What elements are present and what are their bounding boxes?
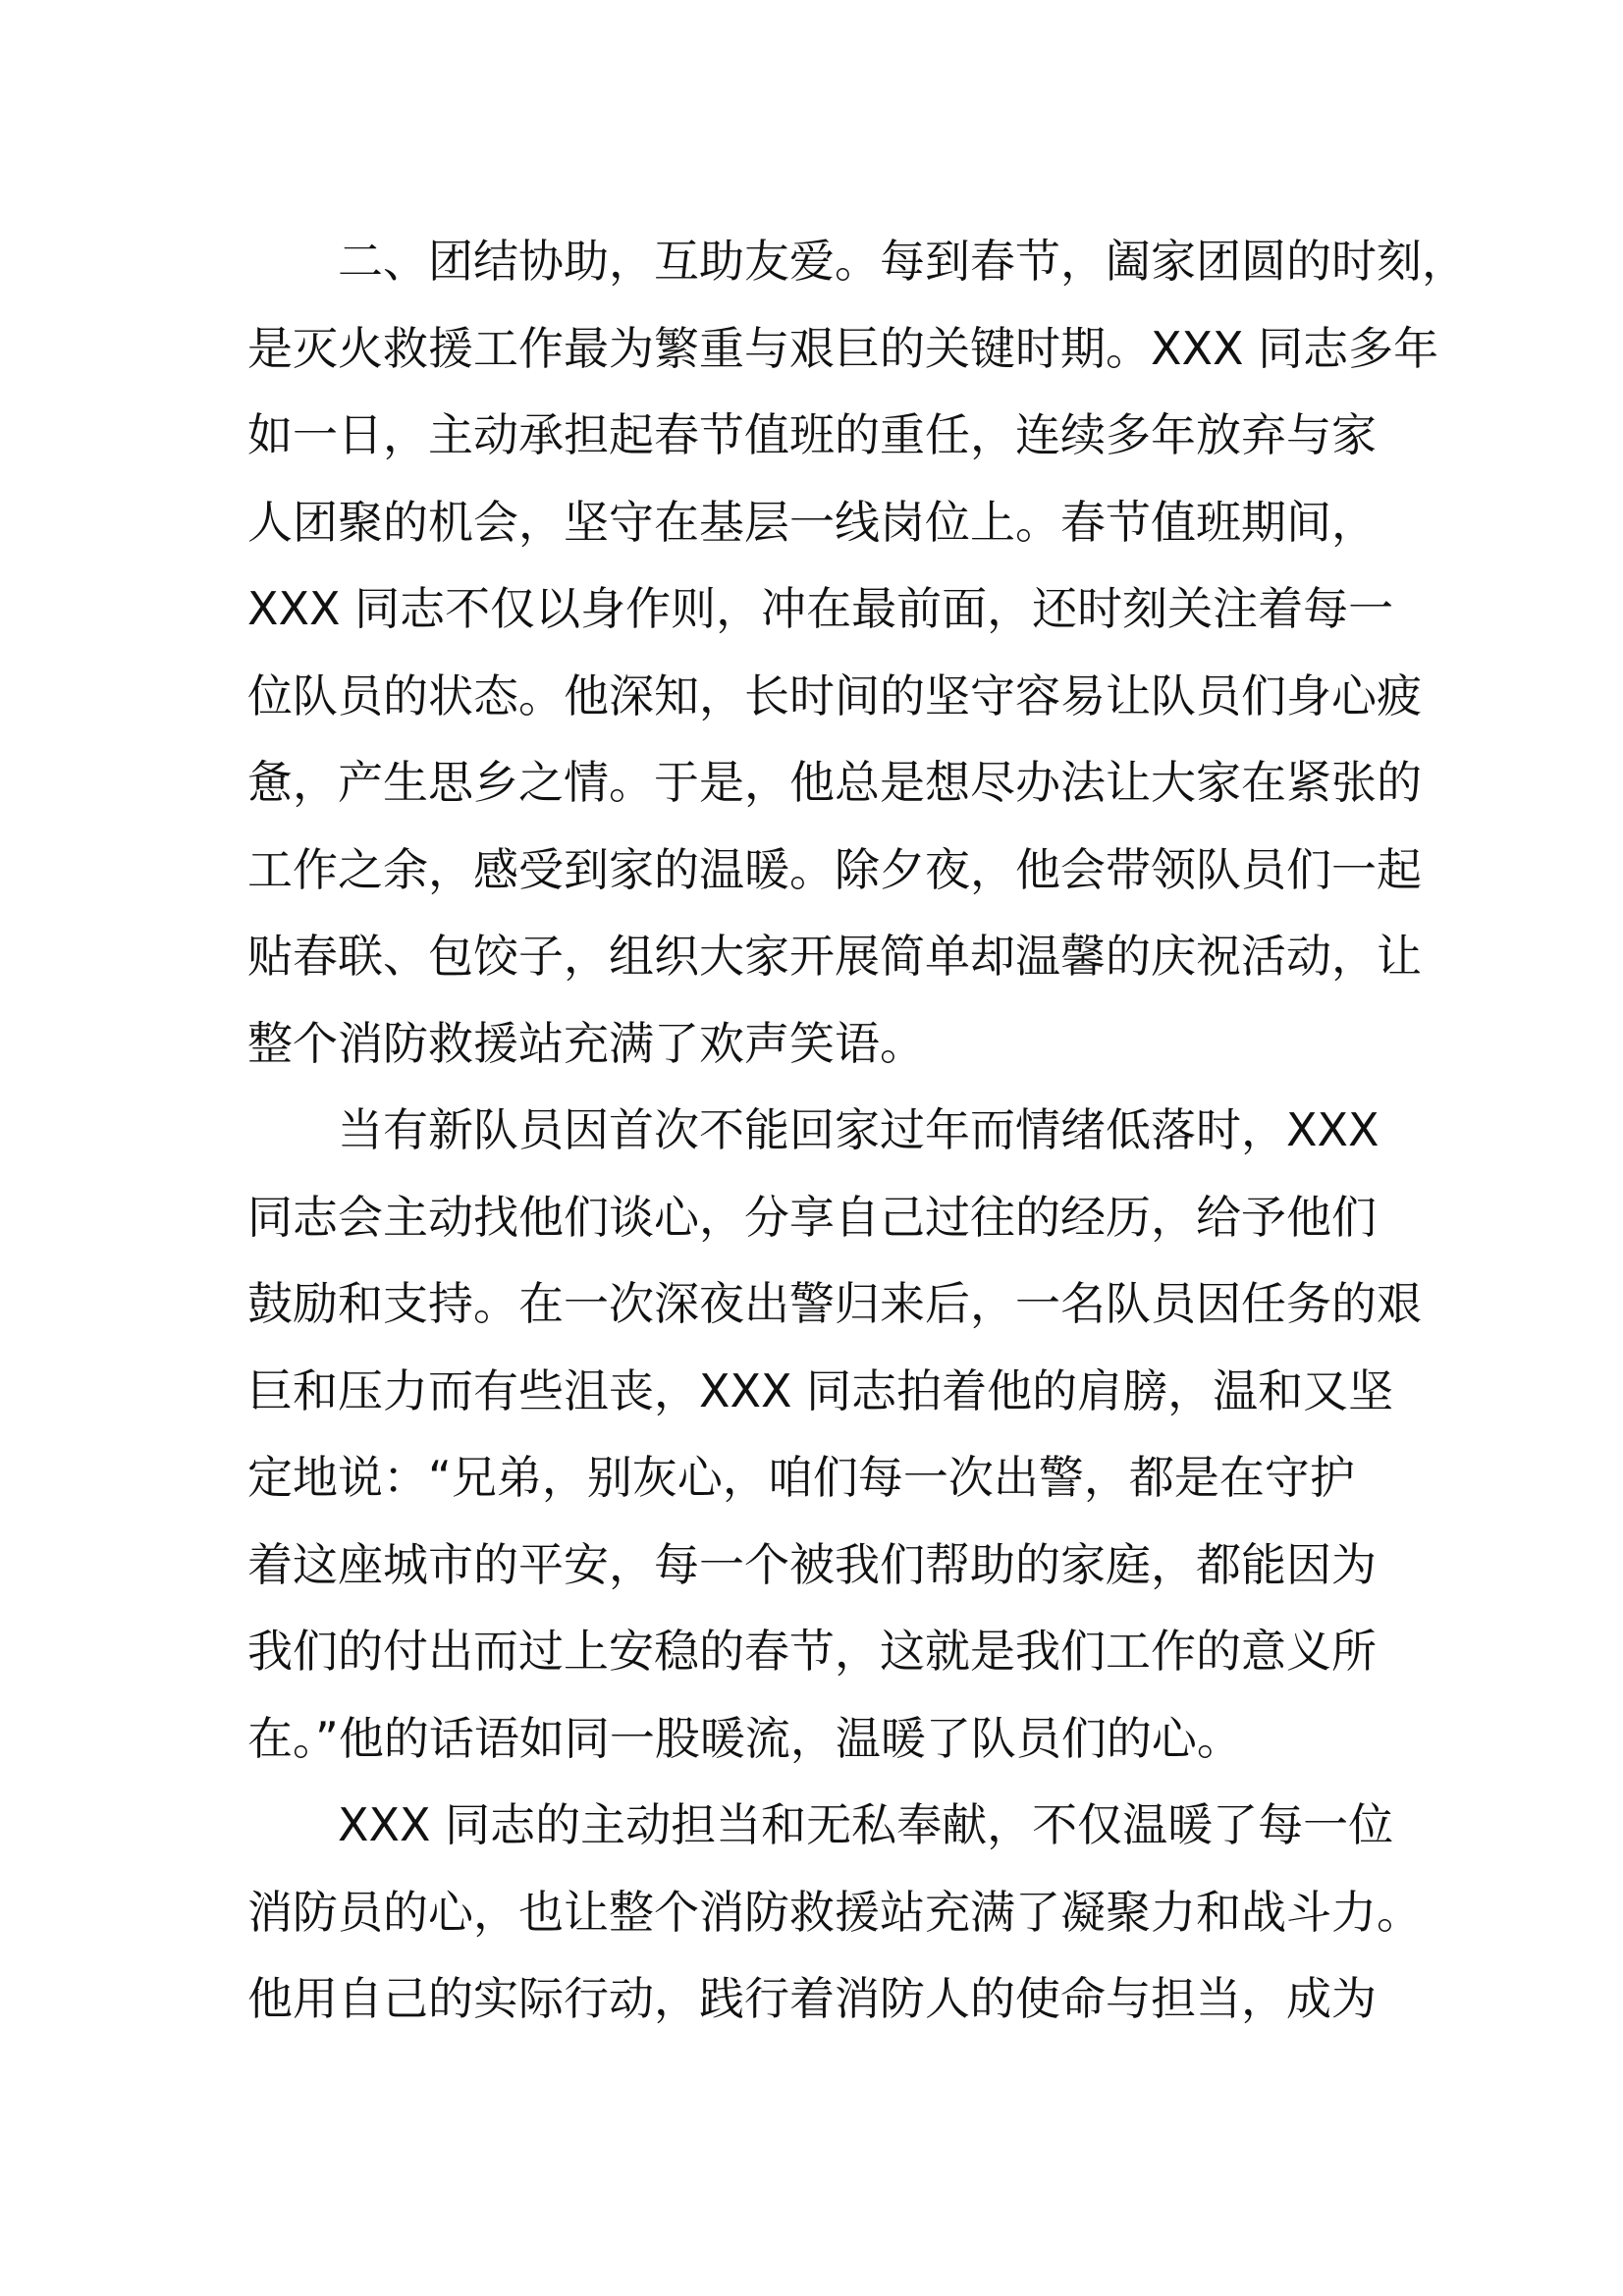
text-line: 人团聚的机会，坚守在基层一线岗位上。春节值班期间， [247, 495, 1377, 549]
text-line: 是灭火救援工作最为繁重与艰巨的关键时期。XXX 同志多年 [247, 321, 1439, 375]
text-line: XXX 同志不仅以身作则，冲在最前面，还时刻关注着每一 [247, 582, 1394, 635]
text-line: 工作之余，感受到家的温暖。除夕夜，他会带领队员们一起 [247, 842, 1422, 896]
text-line: 定地说：“兄弟，别灰心，咱们每一次出警，都是在守护 [247, 1451, 1355, 1504]
text-line: 在。”他的话语如同一股暖流，温暖了队员们的心。 [247, 1711, 1242, 1765]
text-line: 当有新队员因首次不能回家过年而情绪低落时，XXX [338, 1103, 1380, 1156]
paragraph-3 [247, 1782, 1422, 2043]
document-body [247, 218, 1467, 2043]
paragraph-2 [247, 1087, 1422, 1782]
text-line: 鼓励和支持。在一次深夜出警归来后，一名队员因任务的艰 [247, 1277, 1422, 1330]
text-line: 同志会主动找他们谈心，分享自己过往的经历，给予他们 [247, 1190, 1377, 1244]
text-line: 他用自己的实际行动，践行着消防人的使命与担当，成为 [247, 1972, 1377, 2025]
text-line: 二、团结协助，互助友爱。每到春节，阖家团圆的时刻， [338, 235, 1467, 288]
paragraph-1 [247, 218, 1467, 1087]
text-line: 贴春联、包饺子，组织大家开展简单却温馨的庆祝活动，让 [247, 930, 1422, 983]
text-line: 我们的付出而过上安稳的春节，这就是我们工作的意义所 [247, 1625, 1377, 1678]
text-line: 如一日，主动承担起春节值班的重任，连续多年放弃与家 [247, 408, 1377, 461]
text-line: 位队员的状态。他深知，长时间的坚守容易让队员们身心疲 [247, 668, 1422, 722]
text-line: 着这座城市的平安，每一个被我们帮助的家庭，都能因为 [247, 1537, 1377, 1591]
text-line: 巨和压力而有些沮丧，XXX 同志拍着他的肩膀，温和又坚 [247, 1363, 1394, 1417]
text-line: XXX 同志的主动担当和无私奉献，不仅温暖了每一位 [338, 1798, 1394, 1851]
text-line: 消防员的心，也让整个消防救援站充满了凝聚力和战斗力。 [247, 1885, 1422, 1939]
text-line: 惫，产生思乡之情。于是，他总是想尽办法让大家在紧张的 [247, 756, 1422, 809]
text-line: 整个消防救援站充满了欢声笑语。 [247, 1016, 925, 1070]
